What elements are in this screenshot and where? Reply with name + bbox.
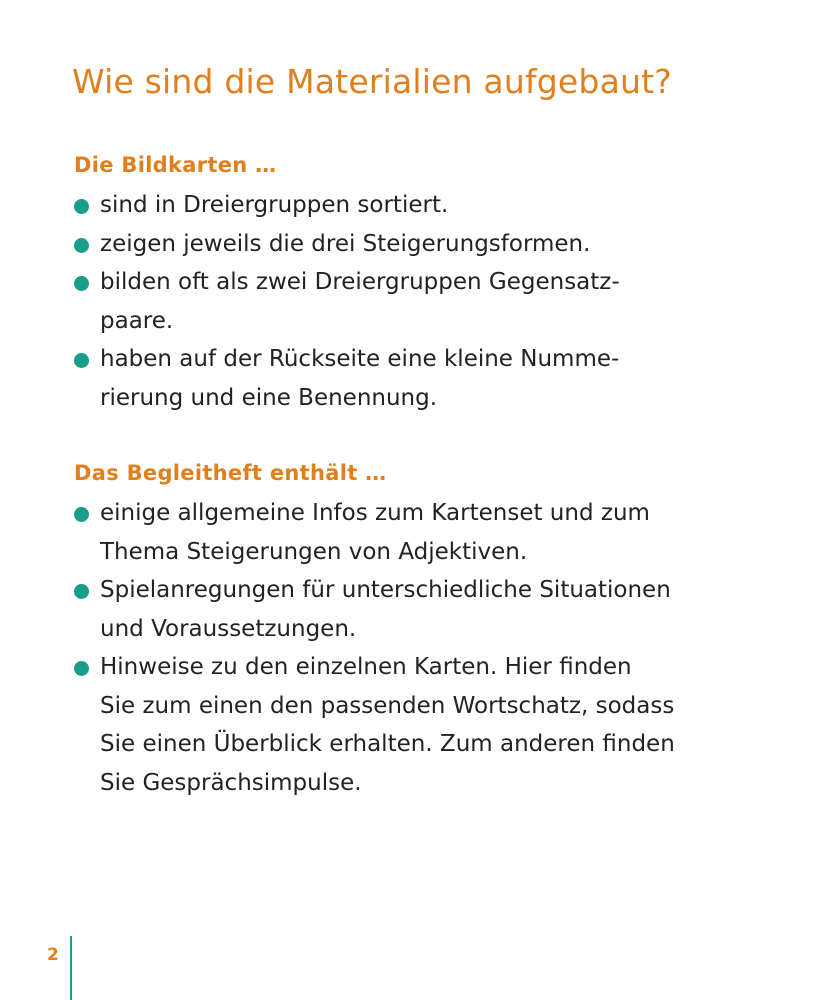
bullet-dot-icon [74,584,89,599]
list-item [74,494,754,571]
list-item [74,648,754,802]
list-item [74,263,754,340]
page-number: 2 [47,945,59,965]
page-title: Wie sind die Materialien aufgebaut? [72,62,672,101]
list-item-text: sind in Dreiergruppen sortiert. [100,192,449,218]
bullet-dot-icon [74,199,89,214]
page-number-rule [70,936,72,1000]
bullet-dot-icon [74,661,89,676]
list-item-text: Spielanregungen für unterschiedliche Situationen und Voraussetzungen. [100,577,671,642]
bullet-dot-icon [74,276,89,291]
bullet-list [74,186,754,417]
list-item [74,186,754,225]
section-bildkarten [74,150,754,417]
list-item-text: Hinweise zu den einzelnen Karten. Hier finden Sie zum einen den passenden Wortschatz, sodass Sie einen Überblick erhalten. Zum anderen finden Sie Gesprächsimpulse. [100,654,675,796]
bullet-dot-icon [74,507,89,522]
list-item [74,225,754,264]
list-item-text: einige allgemeine Infos zum Kartenset und zum Thema Steigerungen von Adjektiven. [100,500,650,565]
list-item [74,571,754,648]
bullet-dot-icon [74,353,89,368]
list-item-text: zeigen jeweils die drei Steigerungsformen. [100,230,591,257]
list-item-text: bilden oft als zwei Dreiergruppen Gegensatz- paare. [100,269,620,334]
list-item [74,340,754,417]
bullet-dot-icon [74,238,89,253]
bullet-list [74,494,754,802]
section-heading: Das Begleitheft enthält … [74,461,387,485]
section-begleitheft [74,458,754,802]
section-heading: Die Bildkarten … [74,153,277,177]
list-item-text: haben auf der Rückseite eine kleine Numme- rierung und eine Benennung. [100,346,620,411]
